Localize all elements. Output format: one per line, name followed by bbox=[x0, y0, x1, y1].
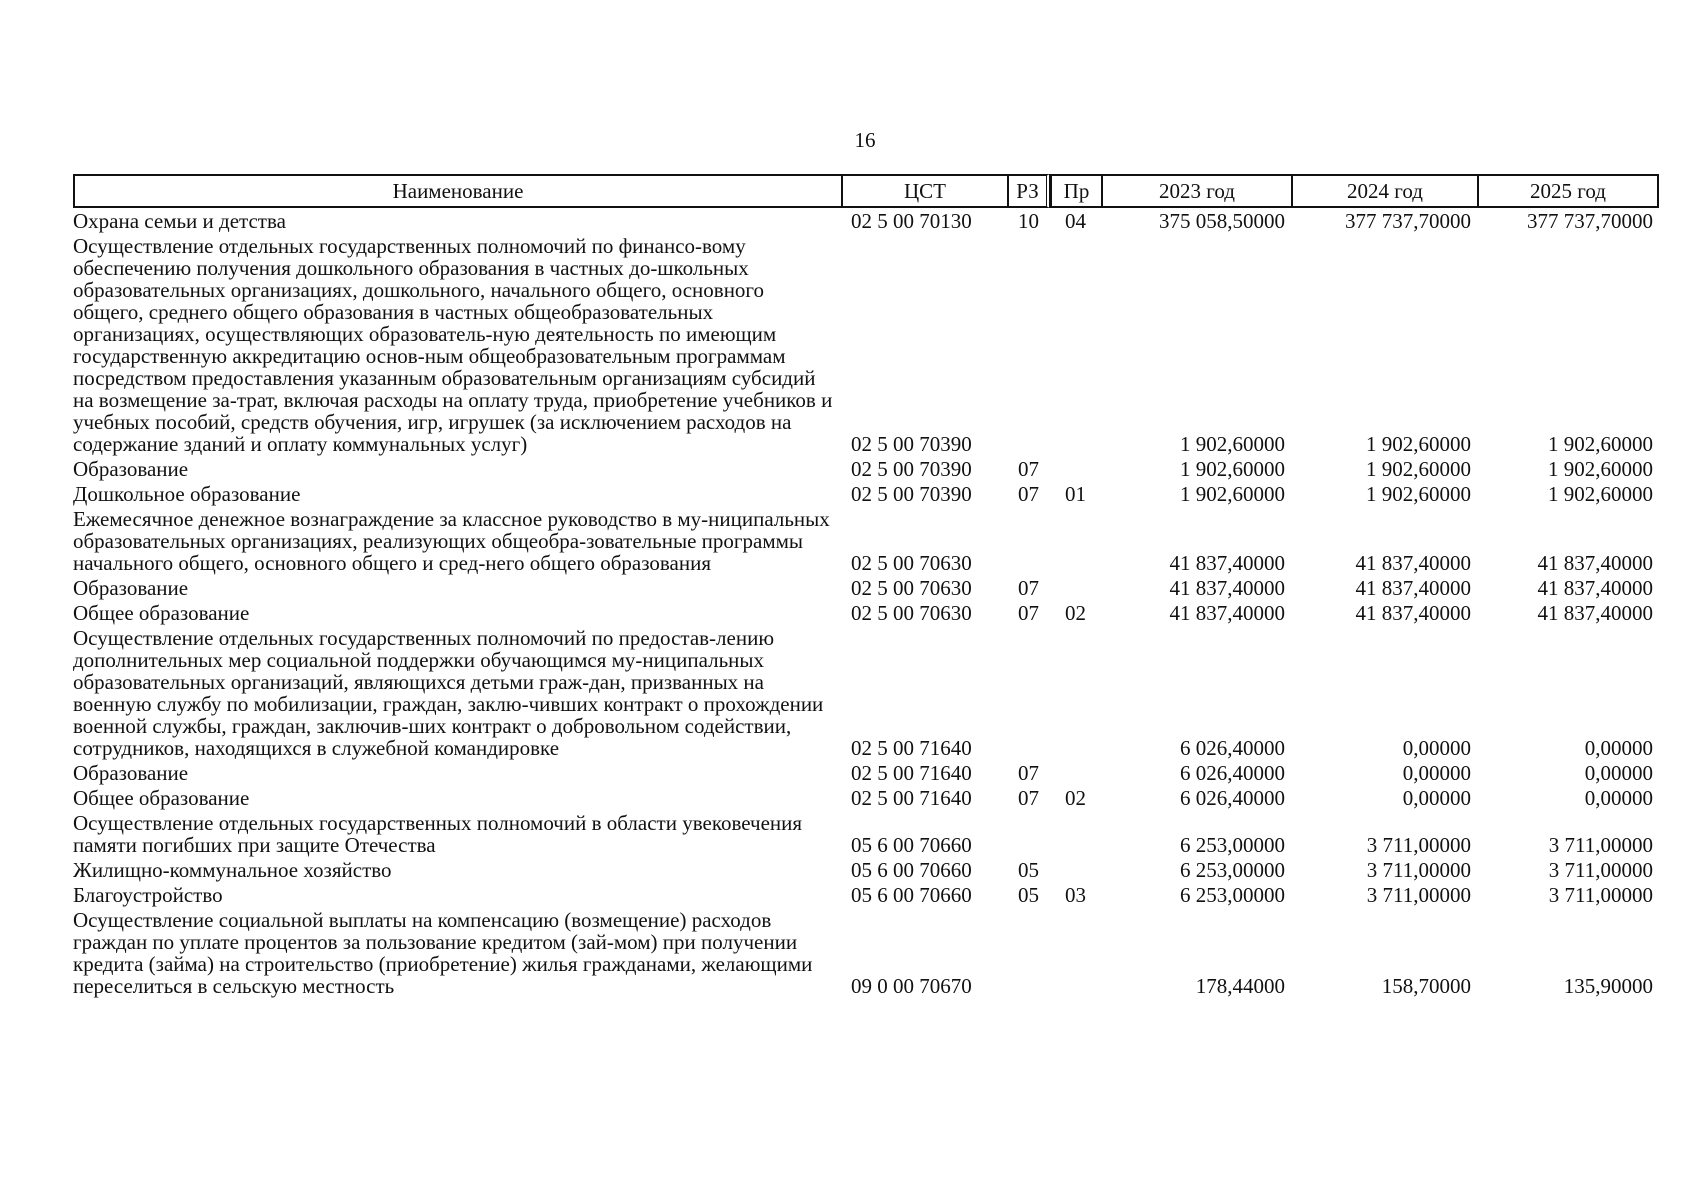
row-cst: 02 5 00 71640 bbox=[851, 761, 972, 785]
row-2023: 1 902,60000 bbox=[1180, 482, 1285, 506]
row-rz: 07 bbox=[1018, 482, 1039, 506]
table-row bbox=[73, 759, 1659, 784]
header-2024: 2024 год bbox=[1291, 174, 1477, 208]
row-name: Благоустройство bbox=[73, 883, 223, 907]
page-number: 16 bbox=[854, 128, 876, 152]
row-cst: 02 5 00 70390 bbox=[851, 482, 972, 506]
row-cst: 02 5 00 70630 bbox=[851, 576, 972, 600]
row-pr: 02 bbox=[1065, 601, 1086, 625]
row-pr bbox=[1050, 574, 1101, 599]
row-2024: 1 902,60000 bbox=[1366, 432, 1471, 456]
row-2023: 6 253,00000 bbox=[1180, 883, 1285, 907]
row-name: Охрана семьи и детства bbox=[73, 209, 286, 233]
header-2025: 2025 год bbox=[1477, 174, 1659, 208]
row-rz: 05 bbox=[1018, 858, 1039, 882]
row-rz bbox=[1007, 906, 1050, 997]
row-rz: 07 bbox=[1018, 786, 1039, 810]
row-2024: 3 711,00000 bbox=[1366, 858, 1471, 882]
row-2025: 3 711,00000 bbox=[1548, 858, 1653, 882]
row-2025: 41 837,40000 bbox=[1537, 576, 1653, 600]
row-2025: 1 902,60000 bbox=[1548, 432, 1653, 456]
row-name: Образование bbox=[73, 457, 189, 481]
row-2023: 6 253,00000 bbox=[1180, 833, 1285, 857]
row-name: Осуществление отдельных государственных полномочий в области увековечения памяти погибших при защите Отечества bbox=[73, 811, 803, 857]
row-2023: 6 026,40000 bbox=[1180, 736, 1285, 760]
row-cst: 02 5 00 70390 bbox=[851, 432, 972, 456]
table-row bbox=[73, 906, 1659, 997]
row-pr bbox=[1050, 455, 1101, 480]
row-2024: 41 837,40000 bbox=[1355, 601, 1471, 625]
table-row bbox=[73, 232, 1659, 455]
row-2025: 0,00000 bbox=[1584, 786, 1653, 810]
row-pr bbox=[1050, 232, 1101, 455]
row-2023: 41 837,40000 bbox=[1169, 576, 1285, 600]
row-name: Осуществление социальной выплаты на компенсацию (возмещение) расходов граждан по уплате процентов за пользование кредитом (зай-мом) при получении кредита (займа) на строительство (приобретение) жилья гражданами, желающими переселиться в сельскую местность bbox=[73, 908, 813, 998]
row-pr bbox=[1050, 505, 1101, 574]
row-2025: 3 711,00000 bbox=[1548, 833, 1653, 857]
table-row bbox=[73, 480, 1659, 505]
row-2023: 41 837,40000 bbox=[1169, 601, 1285, 625]
row-rz: 10 bbox=[1018, 209, 1039, 233]
header-name: Наименование bbox=[73, 174, 841, 208]
row-2023: 6 253,00000 bbox=[1180, 858, 1285, 882]
row-pr: 01 bbox=[1065, 482, 1086, 506]
row-pr: 03 bbox=[1065, 883, 1086, 907]
row-rz bbox=[1007, 809, 1050, 856]
table-row bbox=[73, 809, 1659, 856]
row-cst: 02 5 00 71640 bbox=[851, 786, 972, 810]
header-rz: РЗ bbox=[1007, 174, 1050, 208]
budget-table bbox=[73, 174, 1659, 997]
row-pr: 02 bbox=[1065, 786, 1086, 810]
row-2023: 178,44000 bbox=[1195, 974, 1285, 998]
row-pr bbox=[1050, 759, 1101, 784]
row-2024: 41 837,40000 bbox=[1355, 551, 1471, 575]
row-2024: 3 711,00000 bbox=[1366, 833, 1471, 857]
row-name: Ежемесячное денежное вознаграждение за классное руководство в му-ниципальных образовательных организациях, реализующих общеобра-зовательные программы начального общего, основного общего и сред-него общего образования bbox=[73, 507, 830, 575]
row-cst: 05 6 00 70660 bbox=[851, 833, 972, 857]
table-row bbox=[73, 784, 1659, 809]
table-row bbox=[73, 574, 1659, 599]
row-name: Осуществление отдельных государственных полномочий по предостав-лению дополнительных мер социальной поддержки обучающимся му-ниципальных образовательных организаций, являющихся детьми граж-дан, призванных на военную службу по мобилизации, граждан, заклю-чивших контракт о прохождении военной службы, граждан, заключив-ших контракт о добровольном содействии, сотрудников, находящихся в служебной командировке bbox=[73, 626, 824, 760]
row-2024: 3 711,00000 bbox=[1366, 883, 1471, 907]
row-name: Образование bbox=[73, 761, 189, 785]
header-pr: Пр bbox=[1050, 174, 1101, 208]
row-name: Осуществление отдельных государственных полномочий по финансо-вому обеспечению получения дошкольного образования в частных до-школьных образовательных организациях, дошкольного, начального общего, основного общего, среднего общего образования в частных общеобразовательных организациях, осуществляющих образователь-ную деятельность по имеющим государственную аккредитацию основ-ным общеобразовательным программам посредством предоставления указанным образовательным организациям субсидий на возмещение за-трат, включая расходы на оплату труда, приобретение учебников и учебных пособий, средств обучения, игр, игрушек (за исключением расходов на содержание зданий и оплату коммунальных услуг) bbox=[73, 234, 833, 456]
row-pr bbox=[1050, 624, 1101, 759]
row-rz: 07 bbox=[1018, 457, 1039, 481]
row-cst: 02 5 00 70130 bbox=[851, 209, 972, 233]
row-2023: 1 902,60000 bbox=[1180, 457, 1285, 481]
row-cst: 02 5 00 70630 bbox=[851, 551, 972, 575]
table-row bbox=[73, 624, 1659, 759]
row-rz: 07 bbox=[1018, 601, 1039, 625]
table-row bbox=[73, 505, 1659, 574]
row-2024: 377 737,70000 bbox=[1345, 209, 1471, 233]
table-row bbox=[73, 881, 1659, 906]
table-row bbox=[73, 208, 1659, 232]
row-name: Общее образование bbox=[73, 786, 250, 810]
row-rz bbox=[1007, 505, 1050, 574]
row-2023: 6 026,40000 bbox=[1180, 761, 1285, 785]
row-2024: 0,00000 bbox=[1402, 761, 1471, 785]
row-name: Жилищно-коммунальное хозяйство bbox=[73, 858, 392, 882]
row-2023: 41 837,40000 bbox=[1169, 551, 1285, 575]
row-rz: 07 bbox=[1018, 761, 1039, 785]
row-2023: 1 902,60000 bbox=[1180, 432, 1285, 456]
table-row bbox=[73, 856, 1659, 881]
row-2024: 41 837,40000 bbox=[1355, 576, 1471, 600]
row-cst: 09 0 00 70670 bbox=[851, 974, 972, 998]
header-2023: 2023 год bbox=[1101, 174, 1291, 208]
row-2025: 41 837,40000 bbox=[1537, 601, 1653, 625]
row-2024: 0,00000 bbox=[1402, 736, 1471, 760]
row-2023: 6 026,40000 bbox=[1180, 786, 1285, 810]
row-2025: 0,00000 bbox=[1584, 761, 1653, 785]
row-pr bbox=[1050, 906, 1101, 997]
table-header-row bbox=[73, 174, 1659, 208]
row-2025: 41 837,40000 bbox=[1537, 551, 1653, 575]
row-2025: 0,00000 bbox=[1584, 736, 1653, 760]
row-2024: 1 902,60000 bbox=[1366, 457, 1471, 481]
row-pr bbox=[1050, 809, 1101, 856]
row-cst: 05 6 00 70660 bbox=[851, 858, 972, 882]
row-name: Образование bbox=[73, 576, 189, 600]
table-row bbox=[73, 455, 1659, 480]
row-rz bbox=[1007, 624, 1050, 759]
row-pr: 04 bbox=[1065, 209, 1086, 233]
row-2025: 377 737,70000 bbox=[1527, 209, 1653, 233]
row-2024: 1 902,60000 bbox=[1366, 482, 1471, 506]
row-rz bbox=[1007, 232, 1050, 455]
row-cst: 05 6 00 70660 bbox=[851, 883, 972, 907]
row-2024: 158,70000 bbox=[1381, 974, 1471, 998]
header-cst: ЦСТ bbox=[841, 174, 1007, 208]
row-2025: 3 711,00000 bbox=[1548, 883, 1653, 907]
row-pr bbox=[1050, 856, 1101, 881]
table-row bbox=[73, 599, 1659, 624]
row-name: Дошкольное образование bbox=[73, 482, 301, 506]
row-cst: 02 5 00 70630 bbox=[851, 601, 972, 625]
row-2025: 1 902,60000 bbox=[1548, 457, 1653, 481]
row-2025: 135,90000 bbox=[1563, 974, 1653, 998]
row-2023: 375 058,50000 bbox=[1159, 209, 1285, 233]
row-2024: 0,00000 bbox=[1402, 786, 1471, 810]
row-cst: 02 5 00 70390 bbox=[851, 457, 972, 481]
row-name: Общее образование bbox=[73, 601, 250, 625]
row-rz: 07 bbox=[1018, 576, 1039, 600]
row-2025: 1 902,60000 bbox=[1548, 482, 1653, 506]
row-cst: 02 5 00 71640 bbox=[851, 736, 972, 760]
row-rz: 05 bbox=[1018, 883, 1039, 907]
